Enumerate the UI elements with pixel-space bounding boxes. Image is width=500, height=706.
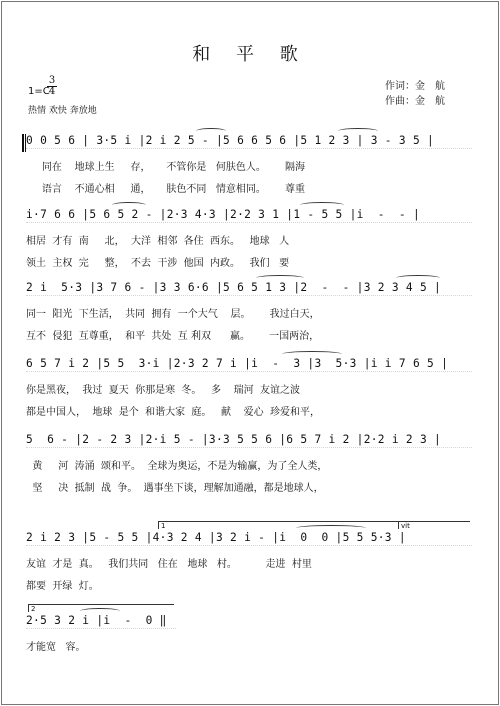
slur-mark	[300, 202, 344, 208]
lyric-verse-2: 语言 不通心相 通， 肤色不同 情意相同。 尊重	[26, 184, 306, 195]
time-signature-bottom: 4	[48, 86, 56, 97]
lyric-verse-1: 黄 河 涛涌 颂和平。 全球为奥运，不是为输赢，为了全人类，	[26, 461, 328, 472]
lyric-verse-2: 都是中国人， 地球 是个 和谐大家 庭。 献 爱心 珍爱和平，	[26, 407, 321, 418]
beam-guide	[26, 371, 472, 372]
lyric-verse-2: 互不 侵犯 互尊重， 和平 共处 互 利双 赢。 一国两治，	[26, 331, 320, 342]
lyric-verse-2: 坚 决 抵制 战 争。 遇事坐下谈，理解加通融，都是地球人，	[26, 483, 324, 494]
beam-guide	[26, 447, 472, 448]
lyric-verse-1: 才能宽 容。	[26, 642, 86, 653]
notation-line: 0 0 5 6 | 3·5 i |2 i 2 5 - |5 6 6 5 6 |5 1 2 3 | 3 - 3 5 |	[26, 134, 435, 147]
slur-mark	[338, 128, 378, 134]
time-signature	[47, 76, 57, 97]
notation-line: 2 i 5·3 |3 7 6 - |3 3 6·6 |5 6 5 1 3 |2 - - |3 2 3 4 5 |	[26, 281, 442, 294]
beam-guide	[26, 148, 472, 149]
time-signature-top: 3	[48, 75, 56, 86]
volta-bracket-vit: vit	[398, 521, 470, 529]
lyric-verse-1: 友谊 才是 真。 我们共同 住在 地球 村。 走进 村里	[26, 559, 312, 570]
lyric-verse-2: 领土 主权 完 整， 不去 干涉 他国 内政。 我们 要	[26, 258, 290, 269]
lyricist-credit: 作词：金 航	[385, 81, 445, 92]
beam-guide	[26, 545, 472, 546]
notation-line: i·7 6 6 |5 6 5 2 - |2·3 4·3 |2·2 3 1 |1 - 5 5 |i - - |	[26, 208, 420, 221]
volta-bracket-1: 1	[158, 521, 398, 529]
lyric-verse-1: 相居 才有 南 北， 大洋 相邻 各住 西东。 地球 人	[26, 236, 290, 247]
lyric-verse-2: 都要 开绿 灯。	[26, 581, 99, 592]
slur-mark	[282, 351, 342, 357]
slur-mark	[396, 275, 440, 281]
slur-mark	[256, 275, 304, 281]
slur-mark	[196, 128, 226, 134]
beam-guide	[26, 222, 472, 223]
notation-line: 2·5 3 2 i |i - 0 ‖	[26, 614, 167, 627]
slur-mark	[80, 608, 120, 614]
key-signature: 1=C	[28, 86, 50, 97]
volta-bracket-2: 2	[28, 604, 174, 612]
notation-line: 2 i 2 3 |5 - 5 5 |4·3 2 4 |3 2 i - |i 0 0 |5 5 5·3 |	[26, 531, 406, 544]
notation-line: 5 6 - |2 - 2 3 |2·i 5 - |3·3 5 5 6 |6 5 7 i 2 |2·2 i 2 3 |	[26, 433, 442, 446]
slur-mark	[296, 525, 366, 531]
lyric-verse-1: 同在 地球上生 存， 不管你是 何肤色人。 隔海	[26, 162, 306, 173]
notation-line: 6 5 7 i 2 |5 5 3·i |2·3 2 7 i |i - 3 |3 5·3 |i i 7 6 5 |	[26, 357, 449, 370]
beam-guide	[26, 295, 472, 296]
lyric-verse-1: 同一 阳光 下生活， 共同 拥有 一个大气 层。 我过白天，	[26, 309, 320, 320]
beam-guide	[26, 628, 176, 629]
lyric-verse-1: 你是黑夜， 我过 夏天 你那是寒 冬。 多 瑞河 友谊之波	[26, 385, 301, 396]
song-title: 和 平 歌	[192, 44, 308, 65]
composer-credit: 作曲：金 航	[385, 96, 445, 107]
tempo-marking: 热情 欢快 奔放地	[28, 106, 97, 116]
slur-mark	[112, 202, 146, 208]
